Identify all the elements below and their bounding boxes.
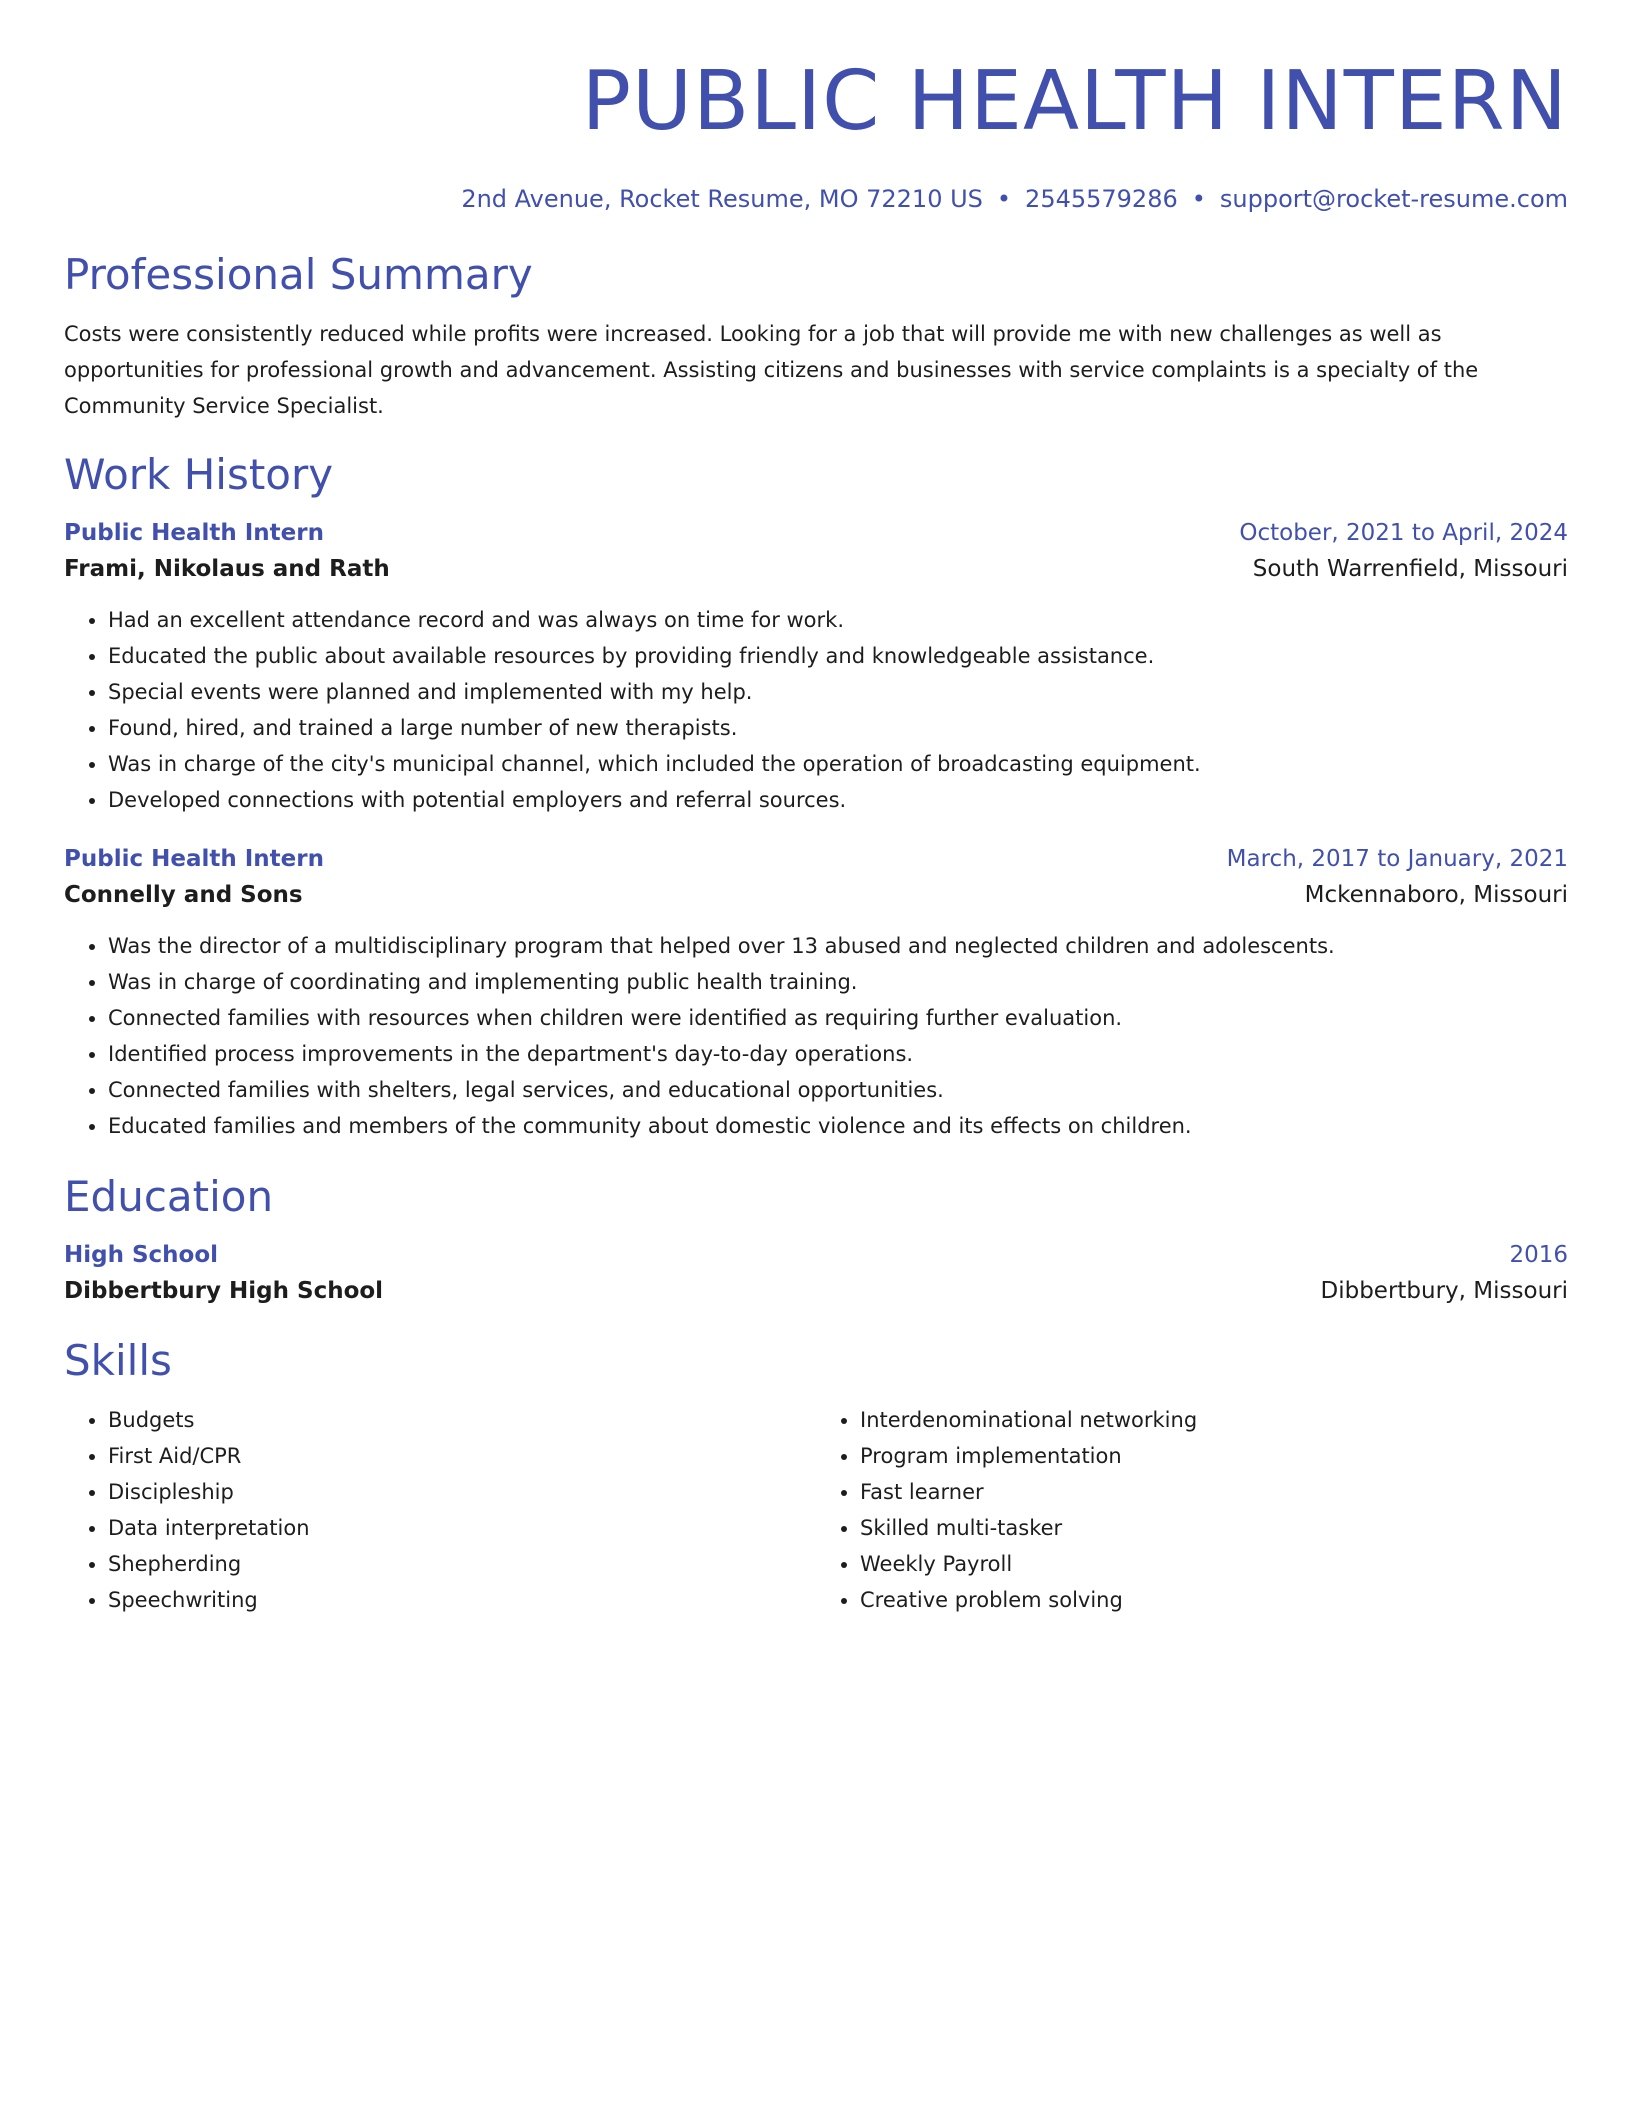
section-title-education: Education [64, 1172, 274, 1221]
job-bullet: • Developed connections with potential employers and referral sources. [108, 782, 1568, 818]
job-bullets [64, 602, 1568, 818]
job-bullet: • Was in charge of coordinating and implementing public health training. [108, 964, 1568, 1000]
job-bullet: • Was in charge of the city's municipal channel, which included the operation of broadcasting equipment. [108, 746, 1568, 782]
job-location: Mckennaboro, Missouri [1304, 882, 1568, 908]
contact-email[interactable]: support@rocket-resume.com [1219, 185, 1568, 213]
section-title-skills: Skills [64, 1336, 172, 1385]
job-bullet: • Connected families with resources when children were identified as requiring further evaluation. [108, 1000, 1568, 1036]
skill-item: • Budgets [108, 1402, 816, 1438]
contact-line [64, 184, 1568, 214]
job-entry [64, 842, 1568, 1144]
section-title-summary: Professional Summary [64, 250, 533, 299]
job-title: Public Health Intern [64, 846, 324, 872]
job-header-row [64, 516, 1568, 550]
skill-item: • Speechwriting [108, 1582, 816, 1618]
contact-phone: 2545579286 [1025, 185, 1178, 213]
job-entry [64, 516, 1568, 818]
job-company-row [64, 876, 1568, 914]
education-school: Dibbertbury High School [64, 1278, 384, 1304]
contact-separator: • [1191, 185, 1206, 213]
skill-item: • Fast learner [860, 1474, 1568, 1510]
job-bullet: • Had an excellent attendance record and was always on time for work. [108, 602, 1568, 638]
job-bullets [64, 928, 1568, 1144]
job-bullet: • Special events were planned and implemented with my help. [108, 674, 1568, 710]
job-bullet: • Found, hired, and trained a large number of new therapists. [108, 710, 1568, 746]
job-bullet: • Identified process improvements in the department's day-to-day operations. [108, 1036, 1568, 1072]
work-history-section [64, 448, 1568, 1144]
job-bullet: • Was the director of a multidisciplinary program that helped over 13 abused and neglected children and adolescents. [108, 928, 1568, 964]
candidate-name: PUBLIC HEALTH INTERN [581, 54, 1568, 149]
skills-list-right [816, 1402, 1568, 1618]
skill-item: • First Aid/CPR [108, 1438, 816, 1474]
skill-item: • Interdenominational networking [860, 1402, 1568, 1438]
job-bullet: • Educated families and members of the community about domestic violence and its effects on children. [108, 1108, 1568, 1144]
resume-header [64, 50, 1568, 214]
skill-item: • Data interpretation [108, 1510, 816, 1546]
job-header-row [64, 842, 1568, 876]
job-company: Connelly and Sons [64, 882, 303, 908]
job-bullet: • Connected families with shelters, legal services, and educational opportunities. [108, 1072, 1568, 1108]
job-dates: March, 2017 to January, 2021 [1226, 846, 1568, 872]
job-title: Public Health Intern [64, 520, 324, 546]
skill-item: • Creative problem solving [860, 1582, 1568, 1618]
job-location: South Warrenfield, Missouri [1252, 556, 1568, 582]
skill-item: • Weekly Payroll [860, 1546, 1568, 1582]
contact-separator: • [996, 185, 1012, 213]
education-header-row [64, 1238, 1568, 1272]
job-bullet: • Educated the public about available resources by providing friendly and knowledgeable assistance. [108, 638, 1568, 674]
job-dates: October, 2021 to April, 2024 [1239, 520, 1568, 546]
skills-grid [64, 1402, 1568, 1618]
job-company-row [64, 550, 1568, 588]
education-location: Dibbertbury, Missouri [1320, 1278, 1568, 1304]
education-degree: High School [64, 1242, 219, 1268]
skills-section [64, 1334, 1568, 1618]
education-section [64, 1170, 1568, 1310]
section-title-work-history: Work History [64, 450, 334, 499]
education-school-row [64, 1272, 1568, 1310]
skill-item: • Shepherding [108, 1546, 816, 1582]
skills-list-left [64, 1402, 816, 1618]
contact-address: 2nd Avenue, Rocket Resume, MO 72210 US [461, 185, 983, 213]
education-entry [64, 1238, 1568, 1310]
skill-item: • Discipleship [108, 1474, 816, 1510]
summary-text: Costs were consistently reduced while profits were increased. Looking for a job that will provide me with new challenges as well as opportunities for professional growth and advancement. Assisting citizens and businesses with service complaints is a specialty of the Community Service Specialist. [64, 322, 1479, 418]
skill-item: • Program implementation [860, 1438, 1568, 1474]
job-company: Frami, Nikolaus and Rath [64, 556, 390, 582]
summary-section [64, 248, 1568, 424]
education-year: 2016 [1509, 1242, 1568, 1268]
skill-item: • Skilled multi-tasker [860, 1510, 1568, 1546]
